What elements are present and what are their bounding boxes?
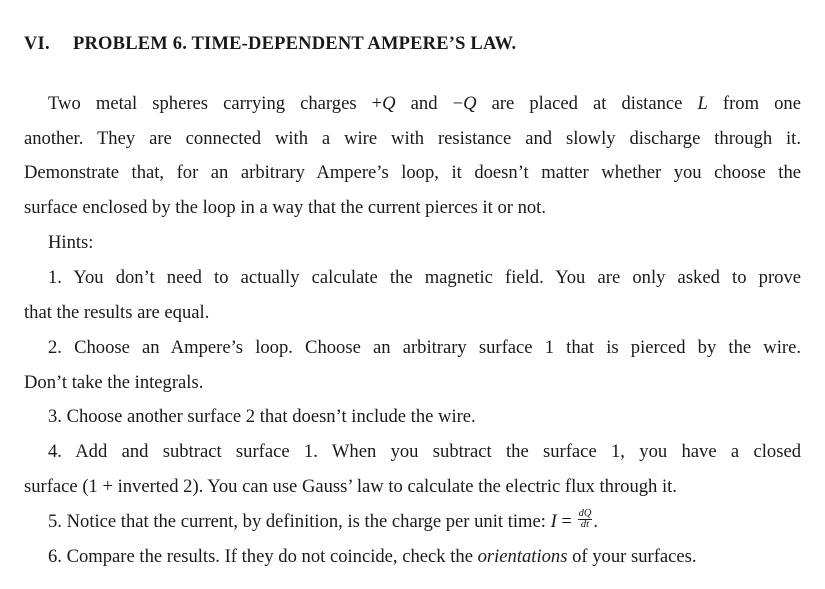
dq-dt-fraction: $\frac{dQ}{dt}$ bbox=[578, 508, 592, 531]
hint-2-line-1: 2. Choose an Ampere’s loop. Choose an arbitrary surface 1 that is pierced by the wire. bbox=[48, 337, 801, 358]
hint-4-line-1: 4. Add and subtract surface 1. When you subtract the surface 1, you have a closed bbox=[48, 441, 801, 462]
intro-line-2: another. They are connected with a wire with resistance and slowly discharge through it. bbox=[24, 128, 801, 149]
intro-line-3: Demonstrate that, for an arbitrary Ampere’s loop, it doesn’t matter whether you choose the bbox=[24, 162, 801, 183]
hint-6: 6. Compare the results. If they do not coincide, check the orientations of your surfaces. bbox=[48, 546, 697, 567]
section-heading bbox=[24, 34, 516, 55]
intro-line-4: surface enclosed by the loop in a way that the current pierces it or not. bbox=[24, 197, 546, 218]
section-number: VI. bbox=[24, 34, 50, 54]
intro-line-1: Two metal spheres carrying charges +Q and −Q are placed at distance L from one bbox=[48, 93, 801, 114]
hint-1-line-1: 1. You don’t need to actually calculate the magnetic field. You are only asked to prove bbox=[48, 267, 801, 288]
hint-2-line-2: Don’t take the integrals. bbox=[24, 372, 204, 393]
hints-label: Hints: bbox=[48, 232, 94, 253]
section-title: PROBLEM 6. TIME-DEPENDENT AMPERE’S LAW. bbox=[73, 34, 517, 54]
hint-4-line-2: surface (1 + inverted 2). You can use Gauss’ law to calculate the electric flux through it. bbox=[24, 476, 677, 497]
hint-5: 5. Notice that the current, by definition, is the charge per unit time: I = $\frac{dQ}{dt}$ . bbox=[48, 508, 599, 532]
hint-3: 3. Choose another surface 2 that doesn’t include the wire. bbox=[48, 406, 476, 427]
hint-1-line-2: that the results are equal. bbox=[24, 302, 210, 323]
